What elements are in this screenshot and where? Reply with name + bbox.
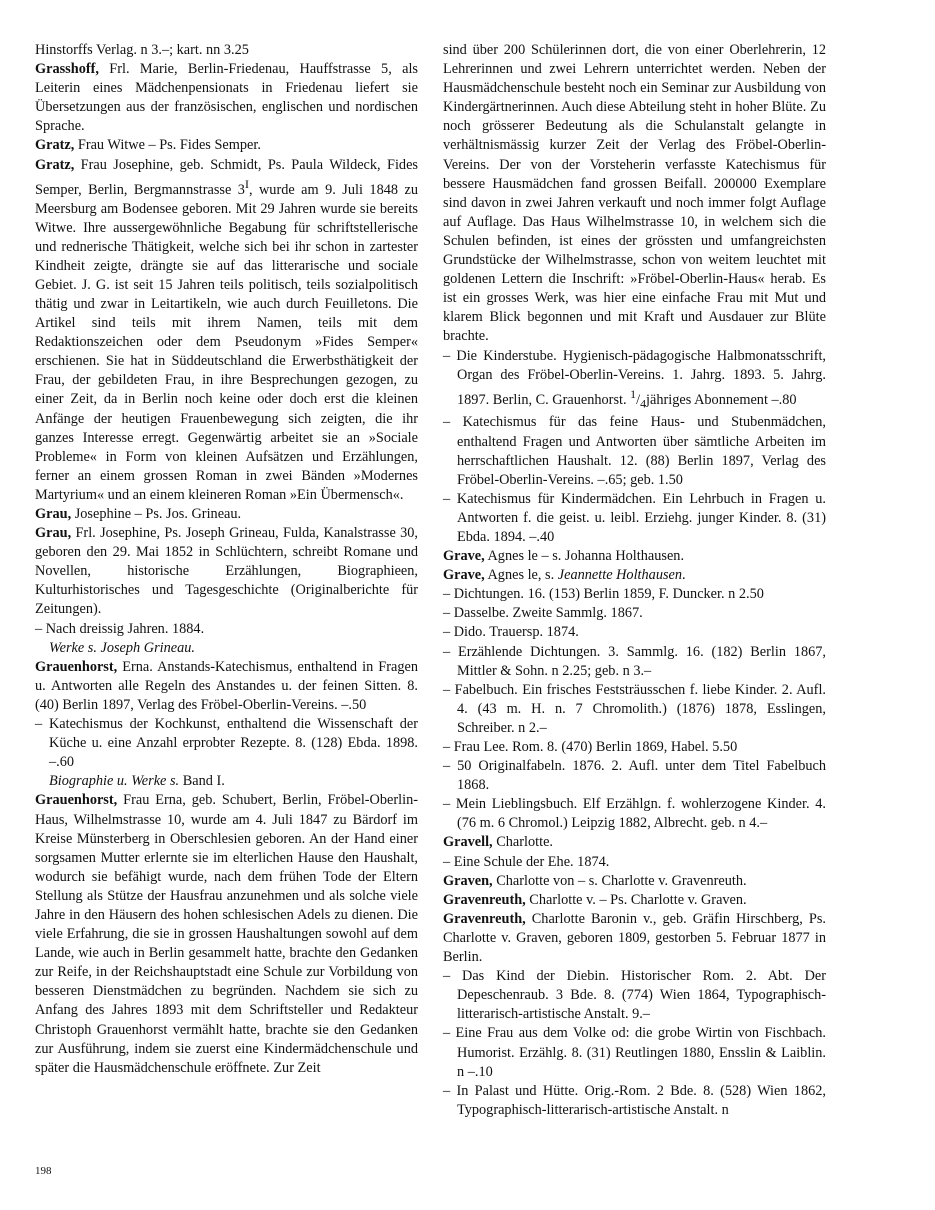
work-item: – Katechismus der Kochkunst, enthaltend die Wissenschaft der Küche u. eine Anzahl erprobter Rezepte. 8. (128) Ebda. 1898. –.60 xyxy=(35,716,418,771)
work-item: – Nach dreissig Jahren. 1884. xyxy=(35,620,205,637)
entry-grauenhorst-erna: Grauenhorst, Frau Erna, geb. Schubert, Berlin, Fröbel-Oberlin-Haus, Wilhelmstrasse 10, wurde am 4. Juli 1847 zu Bärdorf im Kreise Münsterberg in Oberschlesien geboren. An der Hand einer sorgsamen Mutter erlernte sie im elterlichen Hause den Haushalt, wodurch sie befähigt wurde, nach dem frühen Tode der Eltern Stellung als Stütze der Hausfrau anzunehmen und als solche viele Jahre in den Häusern des hohen schlesischen Adels zu dienen. Die viele Erfahrung, die sie in grossen Haushaltungen sowohl auf dem Lande, wie auch in Berlin gesammelt hatte, brachte den Gedanken zur Reife, in der Reichshauptstadt eine Schule zur Vorbildung von besseren Dienstmädchen zu begründen. Nachdem sie sich zu Anfang des Jahres 1893 mit dem Schriftsteller und Redakteur Christoph Grauenhorst vermählt hatte, brachte sie den Gedanken zur Ausführung, indem sie zuerst eine Kindermädchenschule und später die Hausmädchenschule eröffnete. Zur Zeit xyxy=(35,792,418,1076)
work-item: – Die Kinderstube. Hygienisch-pädagogische Halbmonatsschrift, Organ des Fröbel-Oberlin-Vereins. 1. Jahrg. 1893. 5. Jahrg. 1897. Berlin, C. Grauenhorst. $^1/_4jähriges$ Abonnement –.80 xyxy=(443,347,826,411)
page-number: 198 xyxy=(35,1165,52,1177)
work-item: – Fabelbuch. Ein frisches Feststräusschen f. liebe Kinder. 2. Aufl. 4. (43 m. H. n. 7 Chromolith.) (1876) 1878, Esslingen, Schreiber. n 2.– xyxy=(443,681,826,736)
work-item: – Frau Lee. Rom. 8. (470) Berlin 1869, Habel. 5.50 xyxy=(443,739,738,755)
work-item: – Dichtungen. 16. (153) Berlin 1859, F. Duncker. n 2.50 xyxy=(443,586,764,603)
entry-gravenreuth-charlotte: Gravenreuth, Charlotte Baronin v., geb. Gräfin Hirschberg, Ps. Charlotte v. Graven, geboren 1809, gestorben 5. Februar 1877 in Berlin. xyxy=(443,910,826,966)
entry-headword: Gratz, xyxy=(35,156,75,173)
work-item: – Eine Frau aus dem Volke od: die grobe Wirtin von Fischbach. Humorist. Erzählg. 8. (31) Reutlingen 1880, Ensslin & Laiblin. n –.10 xyxy=(443,1025,826,1080)
entry-headword: Grauenhorst, xyxy=(35,658,118,675)
work-item: – 50 Originalfabeln. 1876. 2. Aufl. unter dem Titel Fabelbuch 1868. xyxy=(443,758,826,794)
entry-gravell: Gravell, Charlotte. xyxy=(443,834,553,851)
work-item: – Erzählende Dichtungen. 3. Sammlg. 16. (182) Berlin 1867, Mittler & Sohn. n 2.25; geb. n 3.– xyxy=(443,643,826,679)
work-item: – Das Kind der Diebin. Historischer Rom. 2. Abt. Der Depeschenraub. 3 Bde. 8. (774) Wien 1864, Typographisch-litterarisch-artistische Anstalt. 9.– xyxy=(443,968,826,1023)
work-item: – Katechismus für das feine Haus- und Stubenmädchen, enthaltend Fragen und Antworten über sämtliche Arbeiten im herrschaftlichen Haushalt. 12. (88) Berlin 1897, Verlag des Fröbel-Oberlin-Vereins. –.65; geb. 1.50 xyxy=(443,414,826,488)
entry-gratz-josephine: Gratz, Frau Josephine, geb. Schmidt, Ps. Paula Wildeck, Fides Semper, Berlin, Bergmannstrasse $3^I$, wurde am 9. Juli 1848 zu Meersburg am Bodensee geboren. Mit 29 Jahren wurde sie bereits Witwe. Ihre aussergewöhnliche Begabung für schriftstellerische und rednerische Thätigkeit, welche sich bei ihr schon in zartester Kindheit zeigte, drängte sie auf das litterarische und sociale Gebiet. J. G. ist seit 15 Jahren teils politisch, teils sozialpolitisch thätig und zwar in Leitartikeln, wie auch durch Feuilletons. Die Artikel sind teils mit ihrem Namen, teils mit dem Redaktionszeichen oder dem Pseudonym »Fides Semper« erschienen. Sie hat in Süddeutschland die Erwerbsthätigkeit der Frau, der gebildeten Frau, in ihre Besprechungen gezogen, zu einer Zeit, da in Berlin noch keine oder doch erst die kleinen Anfänge der heutigen Frauenbewegung sich zeigten, die ihr ganzes Interesse erregt. Gegenwärtig arbeitet sie an »Sociale Probleme« in Form von kleinen Aufsätzen und Erzählungen, ferner an einem grossen Roman in zwei Bänden »Modernes Martyrium« und an einem kleineren Roman »Ein Übermensch«. xyxy=(35,156,418,503)
work-item: – Dasselbe. Zweite Sammlg. 1867. xyxy=(443,605,643,622)
entry-gravenreuth-ps: Gravenreuth, Charlotte v. – Ps. Charlotte v. Graven. xyxy=(443,891,747,908)
cross-reference: Biographie u. Werke s. Band I. xyxy=(49,773,225,790)
work-item: – Eine Schule der Ehe. 1874. xyxy=(443,853,610,870)
cross-reference: Werke s. Joseph Grineau. xyxy=(49,639,195,656)
entry-headword: Grau, xyxy=(35,506,72,523)
work-item: – In Palast und Hütte. Orig.-Rom. 2 Bde. 8. (528) Wien 1862, Typographisch-litterarisch-artistische Anstalt. n xyxy=(443,1082,826,1118)
entry-headword: Grauenhorst, xyxy=(35,792,118,809)
entry-continuation: Hinstorffs Verlag. n 3.–; kart. nn 3.25 xyxy=(35,42,249,58)
entry-grave-1: Grave, Agnes le – s. Johanna Holthausen. xyxy=(443,548,685,565)
entry-headword: Gratz, xyxy=(35,137,75,154)
entry-headword: Graven, xyxy=(443,872,493,889)
superscript: I xyxy=(244,176,249,191)
entry-headword: Grave, xyxy=(443,548,485,565)
work-item: – Mein Lieblingsbuch. Elf Erzählgn. f. wohlerzogene Kinder. 4. (76 m. 6 Chromol.) Leipzig 1882, Albrecht. geb. n 4.– xyxy=(443,796,826,832)
entry-grauenhorst-werk: Grauenhorst, Erna. Anstands-Katechismus, enthaltend in Fragen u. Antworten alle Regeln des Anstandes u. der feinen Sitten. 8. (40) Berlin 1897, Verlag des Fröbel-Oberlin-Vereins. –.50 xyxy=(35,658,418,713)
left-column xyxy=(35,41,418,1078)
superscript: 1 xyxy=(630,386,637,401)
entry-grave-2: Grave, Agnes le, s. Jeannette Holthausen. xyxy=(443,567,686,584)
entry-headword: Gravenreuth, xyxy=(443,891,526,908)
entry-headword: Grave, xyxy=(443,567,485,584)
entry-grau-josephine: Grau, Frl. Josephine, Ps. Joseph Grineau, Fulda, Kanalstrasse 30, geboren den 29. Mai 1852 in Schlüchtern, schreibt Romane und Novellen, historische Erzählungen, Biographieen, Kulturhistorisches und Tagesgeschichte (Originalberichte für Zeitungen). xyxy=(35,525,418,618)
entry-grasshoff: Grasshoff, Frl. Marie, Berlin-Friedenau, Hauffstrasse 5, als Leiterin eines Mädchenpensionats in Friedenau liefert sie Übersetzungen aus der französischen, englischen und nordischen Sprache. xyxy=(35,61,418,135)
entry-gratz-witwe: Gratz, Frau Witwe – Ps. Fides Semper. xyxy=(35,137,261,154)
entry-headword: Gravell, xyxy=(443,834,493,851)
entry-continuation: sind über 200 Schülerinnen dort, die von einer Oberlehrerin, 12 Lehrerinnen und zwei Lehrern unterrichtet werden. Neben der Hausmädchenschule besteht noch ein Seminar zur Ausbildung von Kindergärtnerinnen. Auch diese Abteilung steht in hoher Blüte. Zu noch grösserer Bedeutung als die Schulanstalt gelangte in verhältnismässig kurzer Zeit der Verlag des Fröbel-Oberlin-Vereins. Der von der Vorsteherin verfasste Katechismus für bessere Hausmädchen fand grossen Beifall. 200000 Exemplare sind davon in zwei Jahren verkauft und noch immer folgt Auflage auf Auflage. Das Haus Wilhelmstrasse 10, in welchem sich die Schulen befinden, ist eines der grössten und umfangreichsten Grundstücke der Wilhelmstrasse, schon von weitem leuchtet mit goldenen Lettern die Inschrift: »Fröbel-Oberlin-Haus« herab. Es ist ein grosses Werk, was hier eine einfache Frau mit Mut und klarem Blick begonnen und mit Kraft und Ausdauer zur Blüte brachte. xyxy=(443,42,826,345)
work-item: – Katechismus für Kindermädchen. Ein Lehrbuch in Fragen u. Antworten f. die geist. u. leibl. Erziehg. junger Kinder. 8. (31) Ebda. 1894. –.40 xyxy=(443,490,826,545)
right-column xyxy=(443,41,826,1120)
entry-graven: Graven, Charlotte von – s. Charlotte v. Gravenreuth. xyxy=(443,872,747,889)
work-item: – Dido. Trauersp. 1874. xyxy=(443,624,579,641)
entry-headword: Gravenreuth, xyxy=(443,910,526,927)
entry-headword: Grau, xyxy=(35,525,72,542)
entry-grau-ps: Grau, Josephine – Ps. Jos. Grineau. xyxy=(35,506,242,523)
entry-headword: Grasshoff, xyxy=(35,61,99,78)
subscript: 4 xyxy=(640,396,647,411)
